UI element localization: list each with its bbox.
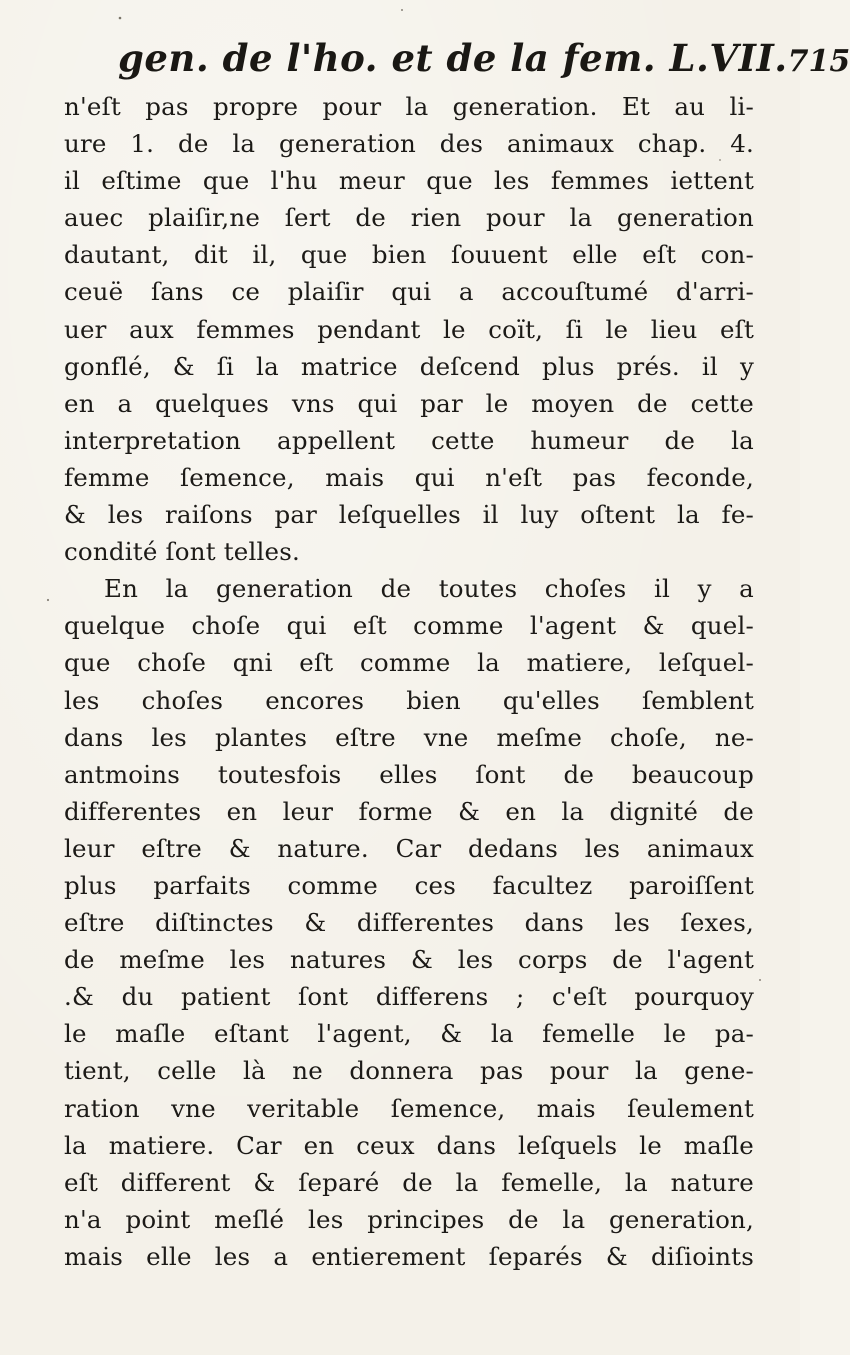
- paragraph-start-line: En la generation de toutes choſes il y a: [104, 574, 754, 604]
- text-line: les choſes encores bien qu'elles ſemblent: [64, 685, 754, 715]
- text-line: leur eſtre & nature. Car dedans les animaux: [64, 833, 754, 863]
- text-line: eſtre diſtinctes & differentes dans les ſexes,: [64, 908, 754, 938]
- text-line: .& du patient ſont differens ; c'eſt pourquoy: [64, 982, 754, 1012]
- text-line: mais elle les a entierement ſeparés & diſioints: [64, 1241, 754, 1271]
- text-line: n'eſt pas propre pour la generation. Et au li-: [64, 92, 754, 121]
- text-line: de meſme les natures & les corps de l'agent: [64, 945, 754, 975]
- text-line: il eſtime que l'hu meur que les femmes iettent: [64, 166, 754, 196]
- text-line: dans les plantes eſtre vne meſme choſe, ne-: [64, 722, 754, 752]
- text-line: n'a point meſlé les principes de la generation,: [64, 1204, 754, 1234]
- text-line: plus parfaits comme ces facultez paroiſſent: [64, 870, 754, 900]
- page-number: 715: [787, 44, 850, 79]
- text-line: ceuë ſans ce plaiſir qui a accouſtumé d'arri-: [64, 277, 754, 307]
- text-line: femme ſemence, mais qui n'eſt pas feconde,: [64, 462, 754, 492]
- body-text: [64, 88, 754, 1275]
- text-line: condité ſont telles.: [64, 537, 301, 567]
- text-line: antmoins toutesfois elles ſont de beaucoup: [64, 759, 754, 789]
- text-line: ration vne veritable ſemence, mais ſeulement: [64, 1093, 754, 1123]
- text-line: quelque choſe qui eſt comme l'agent & quel-: [64, 611, 754, 641]
- text-line: le maſle eſtant l'agent, & la femelle le pa-: [64, 1019, 754, 1049]
- text-line: auec plaiſir,ne ſert de rien pour la generation: [64, 203, 754, 233]
- text-line: uer aux femmes pendant le coït, ſi le lieu eſt: [64, 314, 754, 344]
- text-line: tient, celle là ne donnera pas pour la gene-: [64, 1056, 754, 1086]
- text-line: ure 1. de la generation des animaux chap. 4.: [64, 129, 754, 159]
- text-line: en a quelques vns qui par le moyen de cette: [64, 388, 754, 418]
- text-line: la matiere. Car en ceux dans leſquels le maſle: [64, 1130, 754, 1160]
- text-line: differentes en leur forme & en la dignité de: [64, 796, 754, 826]
- running-head: gen. de l'ho. et de la fem. L.VII.: [118, 36, 788, 80]
- text-line: interpretation appellent cette humeur de la: [64, 425, 754, 455]
- text-line: gonflé, & ſi la matrice deſcend plus prés. il y: [64, 351, 754, 381]
- text-line: eſt different & ſeparé de la femelle, la nature: [64, 1167, 754, 1197]
- text-line: dautant, dit il, que bien ſouuent elle eſt con-: [64, 240, 754, 270]
- page-header: [118, 36, 850, 96]
- text-line: que choſe qni eſt comme la matiere, leſquel-: [64, 648, 754, 678]
- text-line: & les raiſons par leſquelles il luy oſtent la fe-: [64, 500, 754, 530]
